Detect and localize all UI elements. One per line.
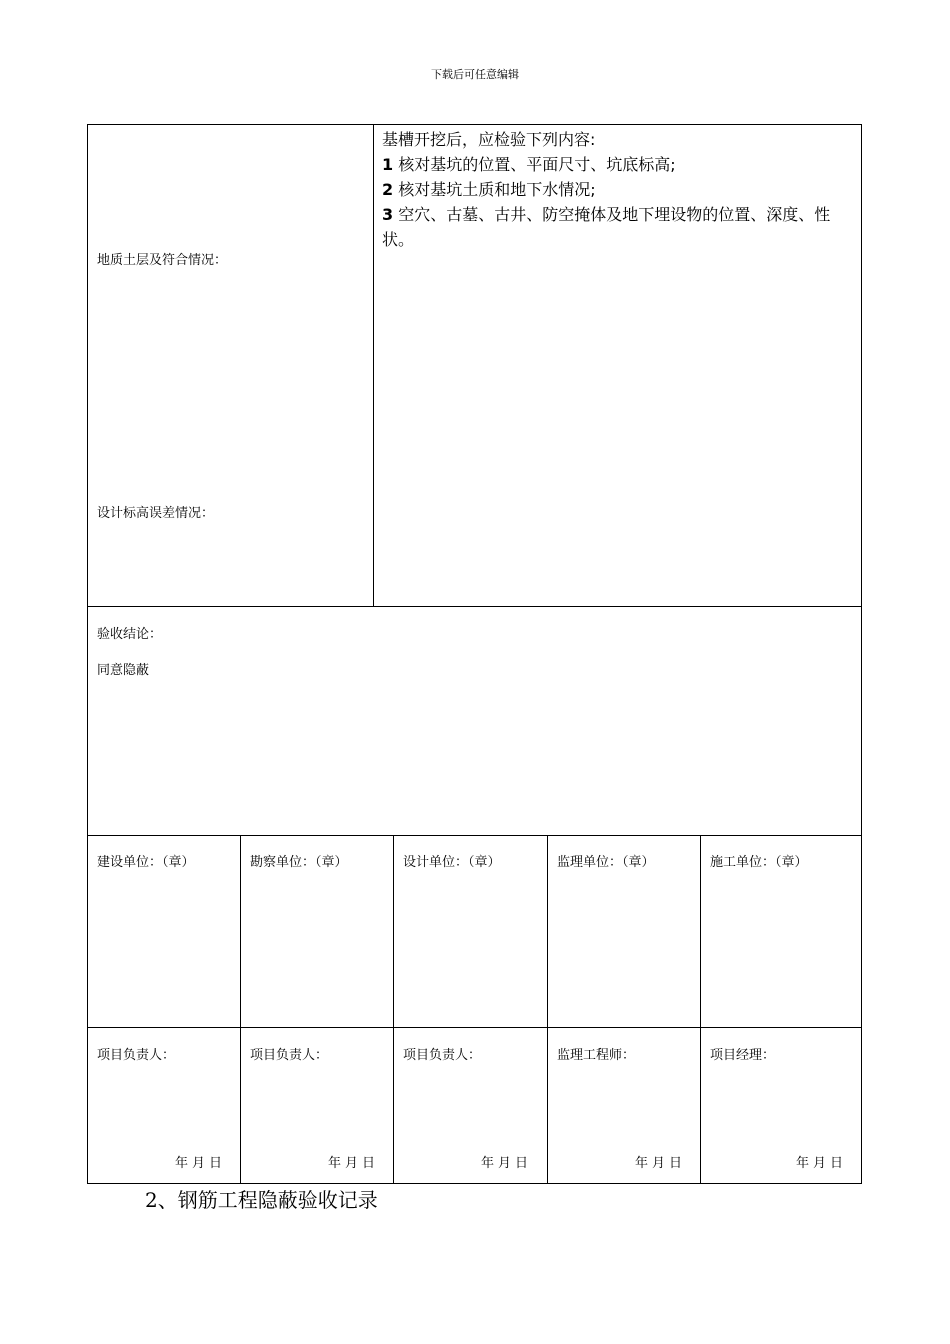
divider (240, 835, 241, 1183)
unit-label-survey: 勘察单位：（章） (250, 855, 348, 870)
divider (88, 835, 861, 836)
inspection-content (382, 127, 852, 252)
date-text: 年月日 (796, 1156, 848, 1171)
divider (88, 1027, 861, 1028)
acceptance-form (87, 124, 862, 1184)
unit-label-design: 设计单位：（章） (403, 855, 501, 870)
divider (700, 835, 701, 1183)
signer-label: 监理工程师： (557, 1048, 636, 1063)
geology-label: 地质土层及符合情况： (97, 253, 228, 268)
signer-label: 项目负责人： (250, 1048, 329, 1063)
divider (373, 125, 374, 606)
signer-label: 项目负责人： (403, 1048, 482, 1063)
date-text: 年月日 (175, 1156, 227, 1171)
signer-label: 项目负责人： (97, 1048, 176, 1063)
divider (393, 835, 394, 1183)
inspection-item: 2 核对基坑土质和地下水情况; (382, 180, 596, 199)
unit-label-supervision: 监理单位：（章） (557, 855, 655, 870)
inspection-item: 3 空穴、古墓、古井、防空掩体及地下埋设物的位置、深度、性状。 (382, 205, 831, 249)
unit-label-construction: 建设单位：（章） (97, 855, 195, 870)
conclusion-label: 验收结论： (97, 627, 163, 642)
unit-label-contractor: 施工单位：（章） (710, 855, 808, 870)
conclusion-value: 同意隐蔽 (97, 663, 150, 678)
divider (547, 835, 548, 1183)
inspection-item: 1 核对基坑的位置、平面尺寸、坑底标高; (382, 155, 676, 174)
signer-label: 项目经理： (710, 1048, 776, 1063)
date-text: 年月日 (635, 1156, 687, 1171)
elevation-label: 设计标高误差情况： (97, 506, 215, 521)
date-text: 年月日 (328, 1156, 380, 1171)
date-text: 年月日 (481, 1156, 533, 1171)
inspection-intro: 基槽开挖后，应检验下列内容: (382, 130, 596, 149)
header-note: 下载后可任意编辑 (431, 68, 519, 81)
divider (88, 606, 861, 607)
section-title: 2、钢筋工程隐蔽验收记录 (145, 1188, 378, 1212)
